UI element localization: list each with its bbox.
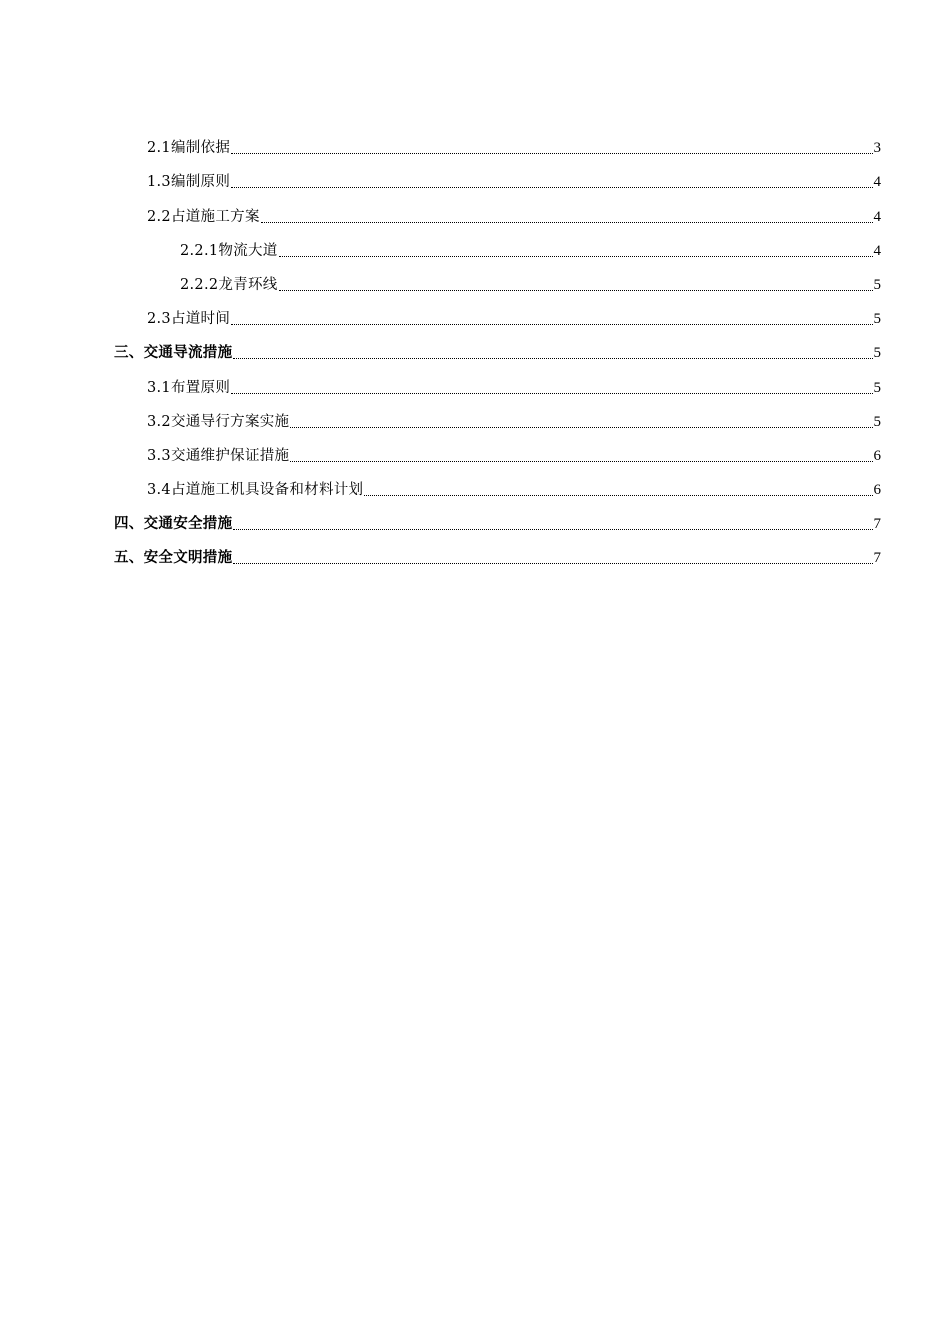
toc-entry-1-3[interactable] bbox=[0, 158, 950, 192]
toc-dot-leader bbox=[233, 529, 872, 530]
toc-entry-2-2[interactable] bbox=[0, 192, 950, 226]
toc-entry-label: 五、安全文明措施 bbox=[114, 550, 233, 567]
toc-page-number: 6 bbox=[873, 447, 881, 464]
toc-dot-leader bbox=[290, 427, 872, 428]
toc-entry-label: 1.3编制原则 bbox=[147, 174, 231, 191]
toc-entry-label: 2.3占道时间 bbox=[147, 311, 231, 328]
toc-page-number: 7 bbox=[873, 550, 881, 567]
toc-dot-leader bbox=[231, 153, 872, 154]
toc-dot-leader bbox=[364, 495, 872, 496]
toc-entry-3-1[interactable] bbox=[0, 363, 950, 397]
toc-entry-3-2[interactable] bbox=[0, 398, 950, 432]
toc-page-number: 5 bbox=[873, 311, 881, 328]
toc-entry-section-3[interactable] bbox=[0, 329, 950, 363]
toc-entry-section-5[interactable] bbox=[0, 534, 950, 568]
toc-page-number: 4 bbox=[873, 208, 881, 225]
toc-entry-section-4[interactable] bbox=[0, 500, 950, 534]
toc-page-number: 5 bbox=[873, 276, 881, 293]
toc-entry-label: 四、交通安全措施 bbox=[114, 516, 233, 533]
toc-entry-2-2-2[interactable] bbox=[0, 261, 950, 295]
toc-dot-leader bbox=[261, 222, 873, 223]
toc-entry-label: 3.4占道施工机具设备和材料计划 bbox=[147, 482, 364, 499]
table-of-contents bbox=[0, 124, 950, 568]
toc-page-number: 5 bbox=[873, 379, 881, 396]
toc-page-number: 5 bbox=[873, 345, 881, 362]
toc-dot-leader bbox=[279, 256, 873, 257]
toc-entry-label: 2.2.2龙青环线 bbox=[180, 276, 278, 293]
toc-page-number: 4 bbox=[873, 174, 881, 191]
toc-page-number: 7 bbox=[873, 516, 881, 533]
toc-dot-leader bbox=[290, 461, 872, 462]
toc-entry-label: 三、交通导流措施 bbox=[114, 345, 233, 362]
toc-page-number: 5 bbox=[873, 413, 881, 430]
toc-entry-label: 2.2占道施工方案 bbox=[147, 208, 260, 225]
toc-entry-label: 3.3交通维护保证措施 bbox=[147, 447, 290, 464]
toc-entry-label: 2.1编制依据 bbox=[147, 140, 231, 157]
toc-page-number: 6 bbox=[873, 482, 881, 499]
toc-entry-label: 3.1布置原则 bbox=[147, 379, 231, 396]
toc-dot-leader bbox=[279, 290, 873, 291]
toc-entry-label: 3.2交通导行方案实施 bbox=[147, 413, 290, 430]
toc-dot-leader bbox=[231, 187, 872, 188]
toc-dot-leader bbox=[231, 393, 872, 394]
toc-entry-2-1[interactable] bbox=[0, 124, 950, 158]
toc-entry-2-2-1[interactable] bbox=[0, 227, 950, 261]
toc-dot-leader bbox=[231, 324, 872, 325]
toc-entry-3-4[interactable] bbox=[0, 466, 950, 500]
toc-page-number: 3 bbox=[873, 140, 881, 157]
toc-page-number: 4 bbox=[873, 242, 881, 259]
toc-dot-leader bbox=[233, 358, 872, 359]
toc-entry-3-3[interactable] bbox=[0, 432, 950, 466]
toc-entry-label: 2.2.1物流大道 bbox=[180, 242, 278, 259]
toc-entry-2-3[interactable] bbox=[0, 295, 950, 329]
toc-dot-leader bbox=[233, 563, 872, 564]
